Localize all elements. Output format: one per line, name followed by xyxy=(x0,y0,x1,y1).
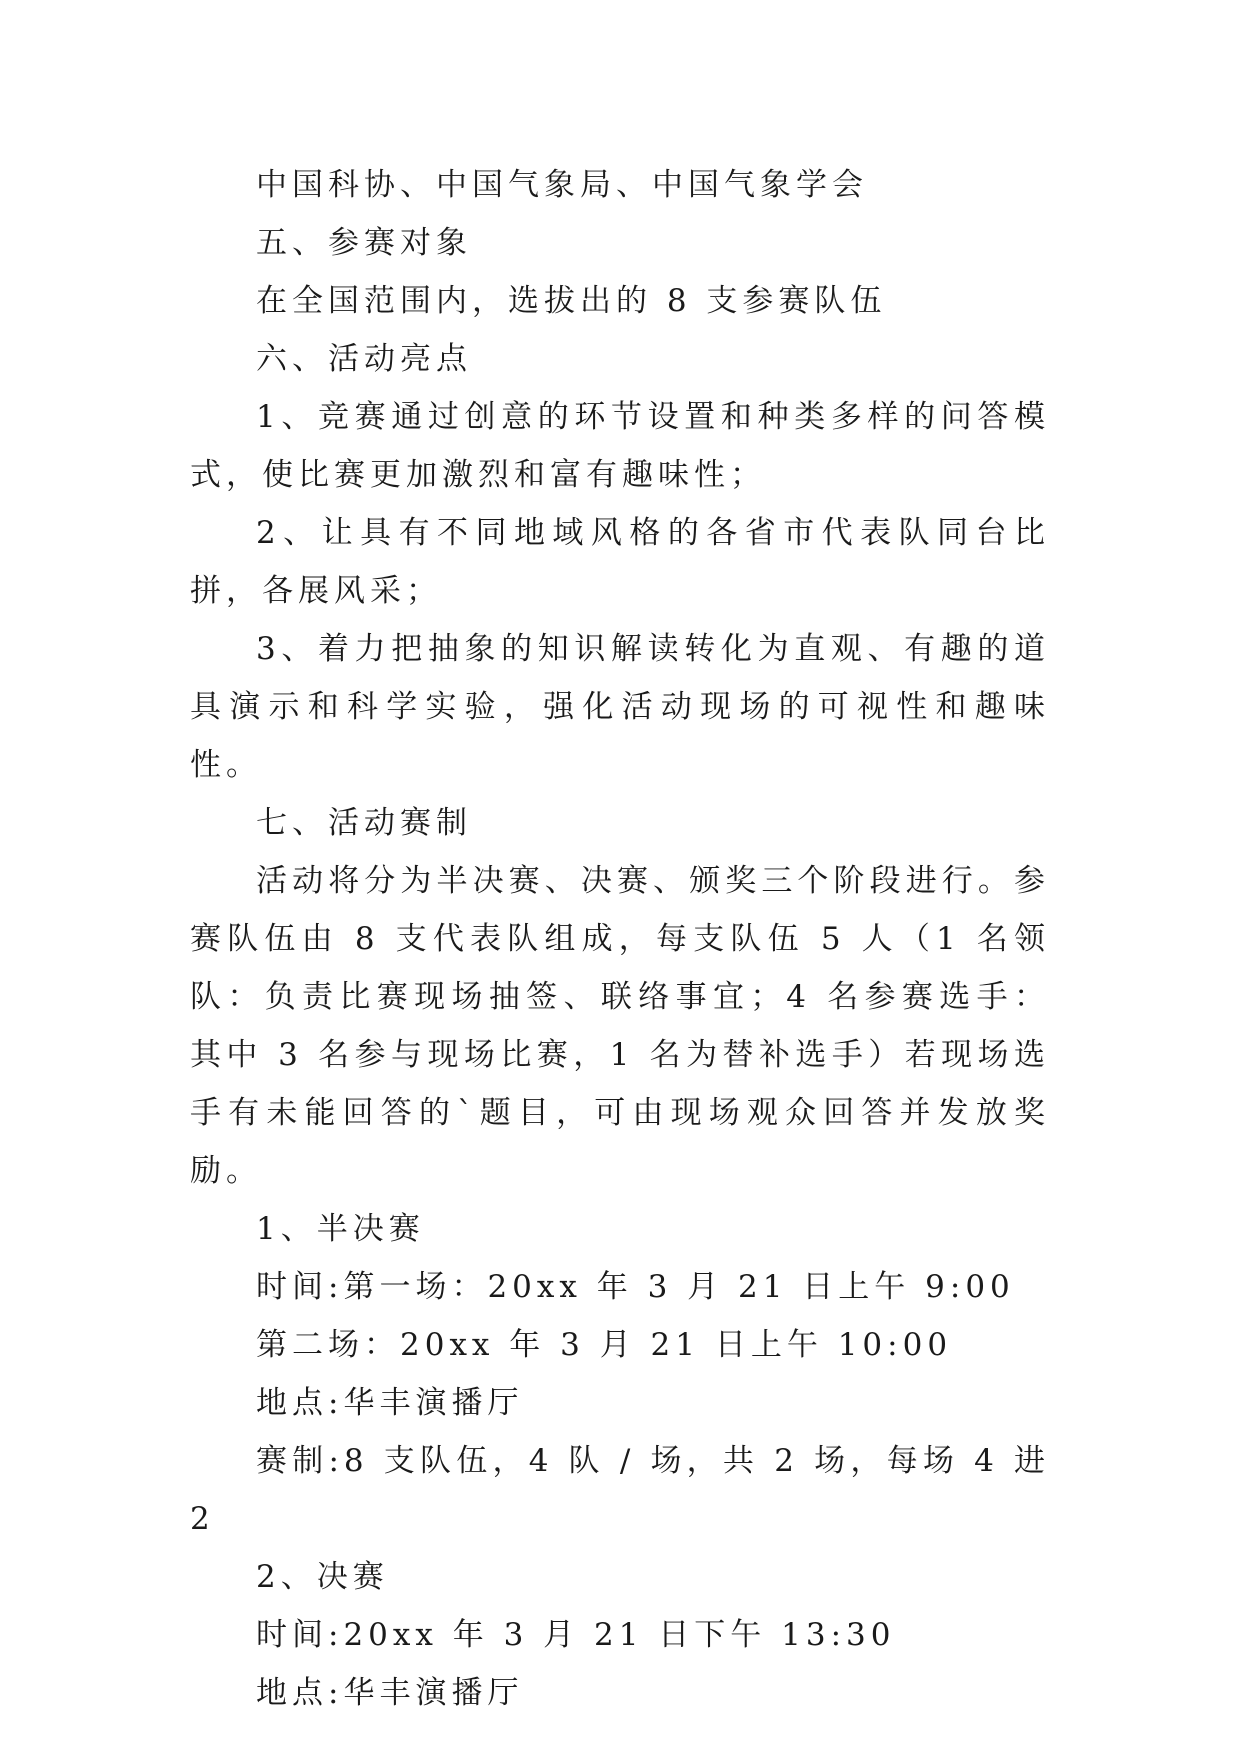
highlight-item-2: 2、让具有不同地域风格的各省市代表队同台比拼，各展风采； xyxy=(190,515,1050,609)
highlight-item-1: 1、竞赛通过创意的环节设置和种类多样的问答模式，使比赛更加激烈和富有趣味性； xyxy=(190,399,1050,493)
organizer-line: 中国科协、中国气象局、中国气象学会 xyxy=(256,167,868,203)
highlight-item-3: 3、着力把抽象的知识解读转化为直观、有趣的道具演示和科学实验，强化活动现场的可视性和趣味性。 xyxy=(190,631,1050,783)
semifinal-time-1: 时间:第一场：20xx 年 3 月 21 日上午 9:00 xyxy=(256,1269,1015,1305)
subheading-final: 2、决赛 xyxy=(256,1559,389,1595)
subheading-semifinal: 1、半决赛 xyxy=(256,1211,425,1247)
format-description: 活动将分为半决赛、决赛、颁奖三个阶段进行。参赛队伍由 8 支代表队组成，每支队伍 5 人（1 名领队：负责比赛现场抽签、联络事宜；4 名参赛选手：其中 3 名参与现场比赛，1 名为替补选手）若现场选手有未能回答的`题目，可由现场观众回答并发放奖励。 xyxy=(190,863,1050,1189)
semifinal-rules: 赛制:8 支队伍，4 队 / 场，共 2 场，每场 4 进 2 xyxy=(190,1443,1050,1537)
final-time: 时间:20xx 年 3 月 21 日下午 13:30 xyxy=(256,1617,896,1653)
final-venue: 地点:华丰演播厅 xyxy=(256,1675,524,1711)
section-heading-highlights: 六、活动亮点 xyxy=(256,341,472,377)
semifinal-venue: 地点:华丰演播厅 xyxy=(256,1385,524,1421)
section-heading-participants: 五、参赛对象 xyxy=(256,225,472,261)
participants-text: 在全国范围内，选拔出的 8 支参赛队伍 xyxy=(256,283,887,319)
document-body xyxy=(190,156,1050,1722)
semifinal-time-2: 第二场：20xx 年 3 月 21 日上午 10:00 xyxy=(256,1327,953,1363)
section-heading-format: 七、活动赛制 xyxy=(256,805,472,841)
